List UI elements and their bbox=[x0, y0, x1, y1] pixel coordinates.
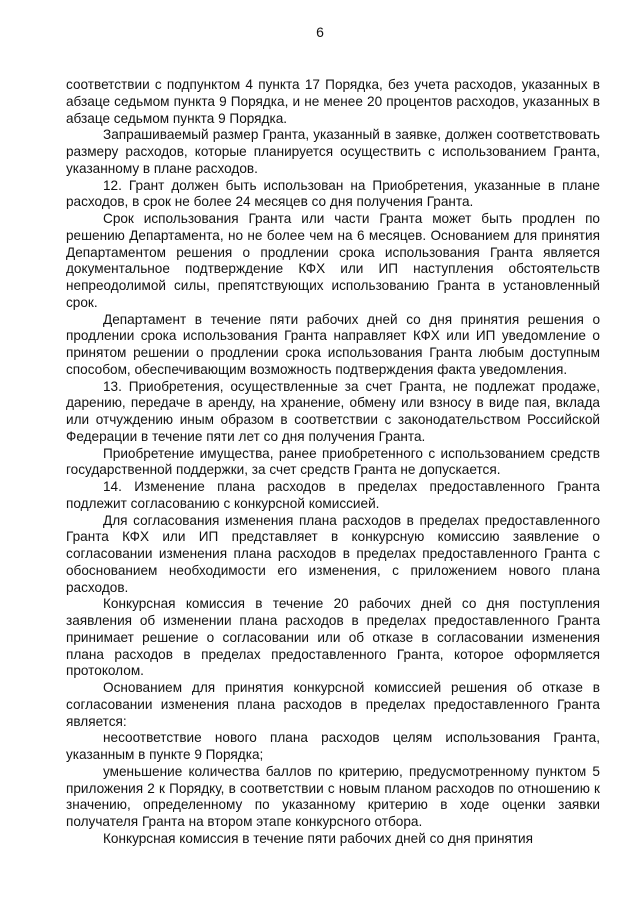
paragraph-clause-13: 13. Приобретения, осуществленные за счет Гранта, не подлежат продаже, дарению, передаче в аренду, на хранение, обмену или взносу в виде пая, вклада или отчуждению иным образом в соответствии с законодательством Российской Федерации в течение пяти лет со дня получения Гранта. bbox=[66, 378, 600, 444]
paragraph-commission-deadline: Конкурсная комиссия в течение пяти рабочих дней со дня принятия bbox=[103, 830, 534, 846]
paragraph-ground-mismatch: несоответствие нового плана расходов целям использования Гранта, указанным в пункте 9 Порядка; bbox=[66, 730, 600, 762]
paragraph-approval-request: Для согласования изменения плана расходов в пределах предоставленного Гранта КФХ или ИП представляет в конкурсную комиссию заявление о согласовании изменения плана расходов в пределах предоставленного Гранта с обоснованием необходимости его изменения, с приложением нового плана расходов. bbox=[66, 512, 600, 595]
paragraph-clause-14: 14. Изменение плана расходов в пределах предоставленного Гранта подлежит согласованию с конкурсной комиссией. bbox=[66, 479, 600, 511]
paragraph-ground-score-decrease: уменьшение количества баллов по критерию, предусмотренному пунктом 5 приложения 2 к Порядку, в соответствии с новым планом расходов по отношению к значению, определенному по указанному критерию в ходе оценки заявки получателя Гранта на втором этапе конкурсного отбора. bbox=[66, 763, 600, 829]
paragraph-commission-decision: Конкурсная комиссия в течение 20 рабочих дней со дня поступления заявления об изменении плана расходов в пределах предоставленного Гранта принимает решение о согласовании или об отказе в согласовании изменения плана расходов в пределах предоставленного Гранта, которое оформляется протоколом. bbox=[66, 596, 600, 679]
paragraph-grant-size: Запрашиваемый размер Гранта, указанный в заявке, должен соответствовать размеру расходов, которые планируется осуществить с использованием Гранта, указанному в плане расходов. bbox=[66, 127, 600, 176]
document-body bbox=[66, 77, 600, 848]
paragraph-state-support-property: Приобретение имущества, ранее приобретенного с использованием средств государственной поддержки, за счет средств Гранта не допускается. bbox=[66, 445, 600, 478]
paragraph-refusal-grounds: Основанием для принятия конкурсной комиссией решения об отказе в согласовании изменения плана расходов в пределах предоставленного Гранта является: bbox=[66, 680, 600, 729]
paragraph-term-extension: Срок использования Гранта или части Гранта может быть продлен по решению Департамента, но не более чем на 6 месяцев. Основанием для принятия Департаментом решения о продлении срока использования Гранта является документальное подтверждение КФХ или ИП наступления обстоятельств непреодолимой силы, препятствующих использованию Гранта в установленный срок. bbox=[66, 211, 600, 310]
paragraph-continuation: соответствии с подпунктом 4 пункта 17 Порядка, без учета расходов, указанных в абзаце седьмом пункта 9 Порядка, и не менее 20 процентов расходов, указанных в абзаце седьмом пункта 9 Порядка. bbox=[66, 77, 600, 126]
paragraph-department-notice: Департамент в течение пяти рабочих дней со дня принятия решения о продлении срока использования Гранта направляет КФХ или ИП уведомление о принятом решении о продлении срока использования Гранта любым доступным способом, обеспечивающим возможность подтверждения факта уведомления. bbox=[66, 311, 600, 377]
page-number: 6 bbox=[316, 24, 324, 40]
paragraph-clause-12: 12. Грант должен быть использован на Приобретения, указанные в плане расходов, в срок не более 24 месяцев со дня получения Гранта. bbox=[66, 177, 600, 210]
